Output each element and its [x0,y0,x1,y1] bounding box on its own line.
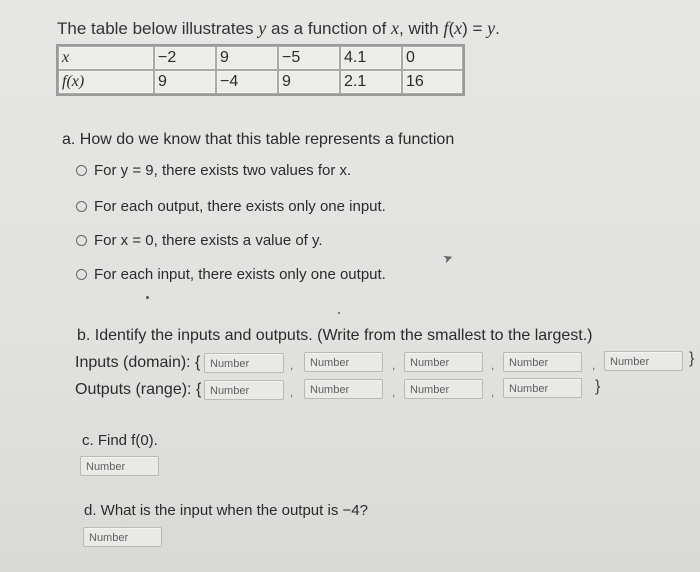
input-for-output-input[interactable]: Number [83,527,162,547]
separator: , [491,358,495,372]
domain-input-1[interactable]: Number [204,353,284,373]
part-a-option-3[interactable] [76,232,323,249]
separator: , [290,358,294,372]
range-input-3[interactable]: Number [404,379,483,399]
table-cell: 0 [402,46,463,70]
part-a-option-2[interactable] [76,198,386,215]
option-label: For y = 9, there exists two values for x. [94,162,352,179]
part-a-option-1[interactable] [76,162,351,179]
part-a-question: a. How do we know that this table represents a function [62,131,455,148]
table-row-x [58,46,463,70]
range-input-1[interactable]: Number [204,380,284,400]
domain-input-3[interactable]: Number [404,352,483,372]
stray-dot [338,312,340,314]
radio-button[interactable] [76,165,87,176]
table-cell: −4 [216,70,278,94]
part-d-question: d. What is the input when the output is −4? [84,502,368,519]
domain-input-2[interactable]: Number [304,352,383,372]
domain-input-5[interactable]: Number [604,351,683,371]
separator: , [491,385,495,399]
part-b-question: b. Identify the inputs and outputs. (Write from the smallest to the largest.) [77,327,593,344]
range-input-2[interactable]: Number [304,379,383,399]
part-c-question: c. Find f(0). [82,432,158,449]
radio-button[interactable] [76,235,87,246]
mouse-cursor-icon: ➤ [440,249,456,267]
problem-intro: The table below illustrates y as a function of x, with f(x) = y. [57,18,500,38]
separator: , [392,358,396,372]
outputs-label: Outputs (range): { [75,381,202,398]
radio-button[interactable] [76,269,87,280]
close-brace: } [595,378,601,395]
separator: , [392,385,396,399]
part-a-option-4[interactable] [76,266,386,283]
table-cell: −5 [278,46,340,70]
option-label: For each output, there exists only one input. [94,198,386,215]
stray-dot [146,296,149,299]
close-brace: } [689,350,695,367]
radio-button[interactable] [76,201,87,212]
table-row-fx [58,70,463,94]
table-cell: 4.1 [340,46,402,70]
inputs-label: Inputs (domain): { [75,354,201,371]
table-header-fx: f(x) [58,70,154,94]
separator: , [290,385,294,399]
table-cell: 16 [402,70,463,94]
option-label: For x = 0, there exists a value of y. [94,232,323,249]
separator: , [592,358,596,372]
table-cell: 9 [216,46,278,70]
table-cell: 9 [278,70,340,94]
table-cell: 2.1 [340,70,402,94]
table-cell: −2 [154,46,216,70]
option-label: For each input, there exists only one output. [94,266,386,283]
f-of-zero-input[interactable]: Number [80,456,159,476]
domain-input-4[interactable]: Number [503,352,582,372]
table-header-x: x [58,46,154,70]
function-table [56,44,465,96]
table-cell: 9 [154,70,216,94]
range-input-4[interactable]: Number [503,378,582,398]
